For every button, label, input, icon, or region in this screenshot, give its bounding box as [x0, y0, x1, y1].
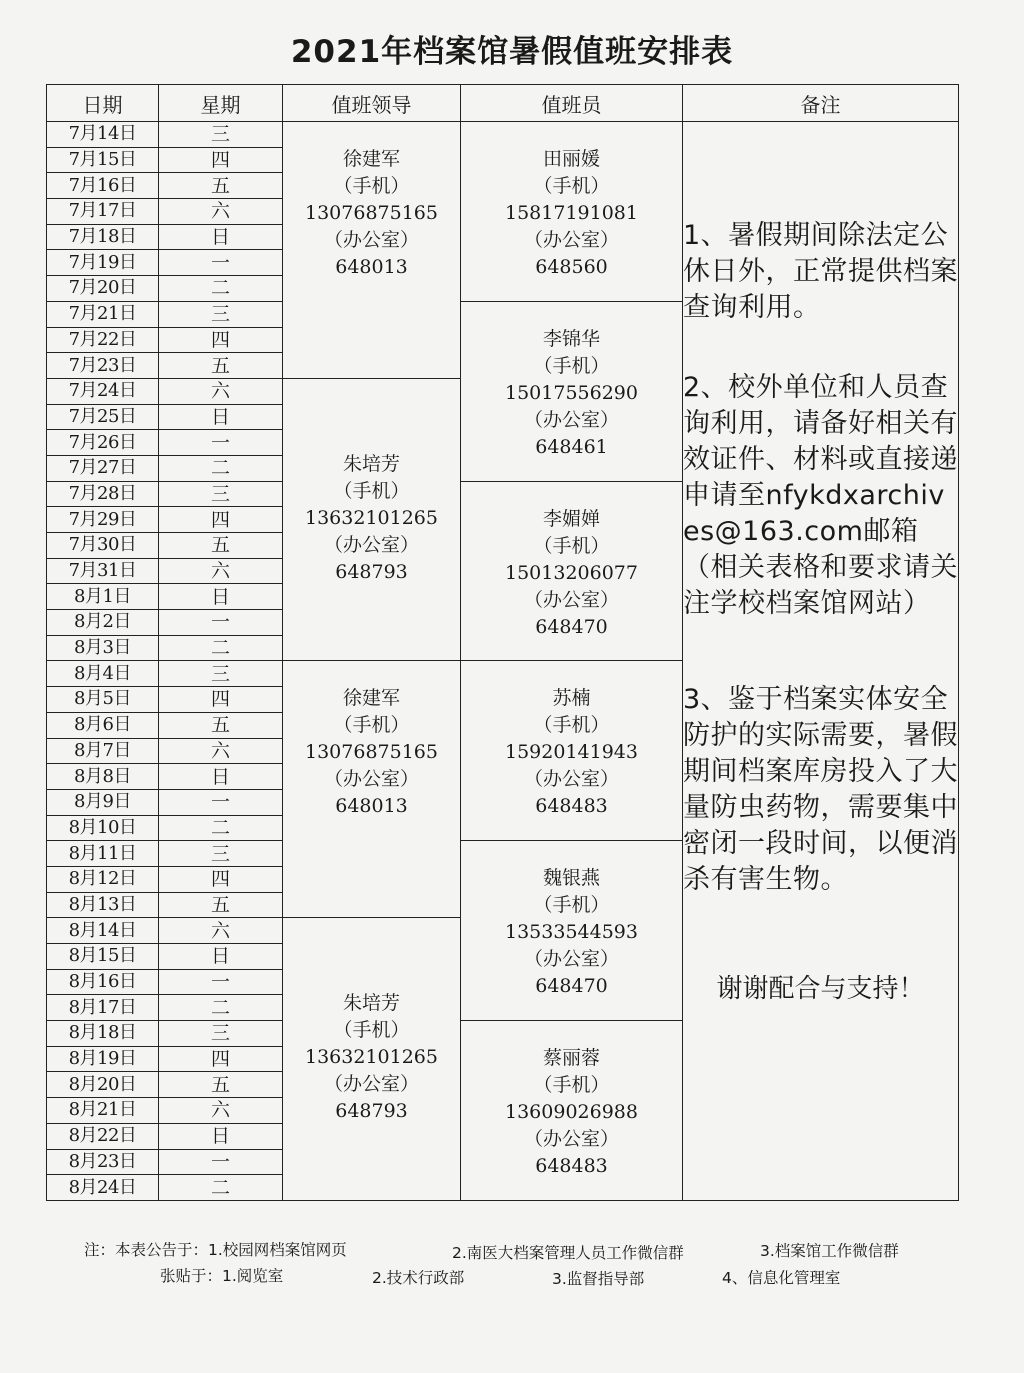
- weekday-cell: 一: [159, 430, 283, 456]
- leader-block-2-name: 朱培芳: [342, 452, 400, 475]
- post-3: 3.监督指导部: [552, 1270, 645, 1288]
- date-cell: 7月14日: [47, 122, 159, 148]
- leader-block-4: [283, 918, 461, 1201]
- staff-block-3-mobile-label: （手机）: [533, 534, 610, 557]
- staff-block-5-office: 648470: [535, 975, 608, 998]
- leader-block-2-office-label: （办公室）: [323, 533, 419, 556]
- weekday-cell: 二: [159, 995, 283, 1021]
- staff-block-6-name: 蔡丽蓉: [542, 1047, 600, 1070]
- leader-block-4-mobile-label: （手机）: [333, 1019, 410, 1042]
- staff-block-1-mobile-label: （手机）: [533, 175, 610, 197]
- leader-block-4-office: 648793: [335, 1100, 408, 1123]
- weekday-cell: 三: [159, 122, 283, 148]
- date-cell: 7月23日: [47, 353, 159, 379]
- note-1: 1、暑假期间除法定公休日外，正常提供档案查询利用。: [683, 220, 958, 323]
- announce-3: 3.档案馆工作微信群: [760, 1242, 899, 1260]
- date-cell: 7月16日: [47, 173, 159, 199]
- duty-schedule-table: [46, 84, 959, 1201]
- weekday-cell: 四: [159, 507, 283, 533]
- staff-block-1-office: 648560: [535, 256, 608, 278]
- date-cell: 8月12日: [47, 866, 159, 892]
- date-cell: 7月30日: [47, 533, 159, 559]
- date-cell: 8月8日: [47, 764, 159, 790]
- staff-block-2-mobile: 15017556290: [505, 381, 638, 404]
- date-cell: 8月20日: [47, 1072, 159, 1098]
- staff-block-4-name: 苏楠: [552, 687, 591, 710]
- weekday-cell: 二: [159, 455, 283, 481]
- weekday-cell: 一: [159, 789, 283, 815]
- announce-1: 1.校园网档案馆网页: [208, 1241, 347, 1259]
- leader-block-2-office: 648793: [335, 560, 408, 583]
- weekday-cell: 五: [159, 173, 283, 199]
- leader-block-1-office-label: （办公室）: [323, 229, 419, 251]
- date-cell: 8月9日: [47, 789, 159, 815]
- weekday-cell: 五: [159, 533, 283, 559]
- date-cell: 8月11日: [47, 841, 159, 867]
- weekday-cell: 三: [159, 661, 283, 687]
- date-cell: 7月25日: [47, 404, 159, 430]
- leader-block-4-office-label: （办公室）: [323, 1073, 419, 1096]
- date-cell: 8月17日: [47, 995, 159, 1021]
- staff-block-5-mobile: 13533544593: [505, 921, 638, 944]
- weekday-cell: 一: [159, 250, 283, 276]
- post-2: 2.技术行政部: [372, 1269, 465, 1287]
- weekday-cell: 六: [159, 918, 283, 944]
- staff-block-5-mobile-label: （手机）: [533, 894, 610, 917]
- staff-block-3-office: 648470: [535, 615, 608, 638]
- staff-block-6: [461, 1021, 683, 1201]
- staff-block-1: [461, 122, 683, 302]
- footnote-announce: [84, 1238, 347, 1260]
- weekday-cell: 五: [159, 892, 283, 918]
- staff-block-5-office-label: （办公室）: [523, 948, 619, 971]
- leader-block-1-mobile: 13076875165: [305, 202, 438, 224]
- weekday-cell: 日: [159, 224, 283, 250]
- staff-block-3-office-label: （办公室）: [523, 588, 619, 611]
- weekday-cell: 日: [159, 584, 283, 610]
- staff-block-2-office: 648461: [535, 435, 608, 458]
- note-3: 3、鉴于档案实体安全防护的实际需要，暑假期间档案库房投入了大量防虫药物，需要集中密闭一段时间，以便消杀有害生物。: [683, 684, 958, 895]
- leader-block-3-office-label: （办公室）: [323, 768, 419, 791]
- date-cell: 7月17日: [47, 199, 159, 225]
- weekday-cell: 六: [159, 738, 283, 764]
- staff-block-5: [461, 841, 683, 1021]
- date-cell: 8月14日: [47, 918, 159, 944]
- weekday-cell: 三: [159, 1021, 283, 1047]
- date-cell: 7月19日: [47, 250, 159, 276]
- leader-block-3-office: 648013: [335, 795, 408, 818]
- announce-2: 2.南医大档案管理人员工作微信群: [452, 1244, 684, 1262]
- date-cell: 8月10日: [47, 815, 159, 841]
- date-cell: 7月27日: [47, 455, 159, 481]
- post-label: 张贴于：: [160, 1267, 223, 1285]
- weekday-cell: 四: [159, 327, 283, 353]
- weekday-cell: 四: [159, 1046, 283, 1072]
- date-cell: 7月20日: [47, 276, 159, 302]
- staff-block-1-name: 田丽媛: [542, 148, 600, 170]
- post-4: 4、信息化管理室: [722, 1269, 841, 1287]
- staff-block-2-name: 李锦华: [542, 327, 600, 350]
- leader-block-4-name: 朱培芳: [342, 992, 400, 1015]
- leader-block-3-mobile-label: （手机）: [333, 714, 410, 737]
- leader-block-1-name: 徐建军: [342, 148, 400, 170]
- date-cell: 7月15日: [47, 147, 159, 173]
- table-row: [47, 122, 959, 148]
- page-title: 2021年档案馆暑假值班安排表: [290, 34, 734, 70]
- date-cell: 8月3日: [47, 635, 159, 661]
- staff-block-4-office: 648483: [535, 795, 608, 818]
- post-1: 1.阅览室: [222, 1267, 284, 1285]
- weekday-cell: 日: [159, 1123, 283, 1149]
- staff-block-5-name: 魏银燕: [542, 867, 600, 890]
- staff-block-4-mobile: 15920141943: [505, 741, 638, 764]
- header-staff: 值班员: [461, 85, 683, 122]
- leader-block-2-mobile-label: （手机）: [333, 479, 410, 502]
- leader-block-3-mobile: 13076875165: [305, 741, 438, 764]
- weekday-cell: 六: [159, 1098, 283, 1124]
- date-cell: 7月21日: [47, 301, 159, 327]
- weekday-cell: 五: [159, 712, 283, 738]
- weekday-cell: 日: [159, 764, 283, 790]
- leader-block-1-mobile-label: （手机）: [333, 175, 410, 197]
- announce-label: 注：本表公告于：: [84, 1241, 209, 1259]
- date-cell: 8月19日: [47, 1046, 159, 1072]
- leader-block-2: [283, 378, 461, 661]
- date-cell: 7月18日: [47, 224, 159, 250]
- date-cell: 8月23日: [47, 1149, 159, 1175]
- staff-block-2-office-label: （办公室）: [523, 408, 619, 431]
- date-cell: 8月2日: [47, 610, 159, 636]
- header-row: [47, 85, 959, 122]
- staff-block-1-mobile: 15817191081: [505, 202, 638, 224]
- weekday-cell: 二: [159, 276, 283, 302]
- date-cell: 7月31日: [47, 558, 159, 584]
- header-date: 日期: [47, 85, 159, 122]
- staff-block-2-mobile-label: （手机）: [533, 354, 610, 377]
- date-cell: 7月29日: [47, 507, 159, 533]
- date-cell: 7月28日: [47, 481, 159, 507]
- staff-block-3-mobile: 15013206077: [505, 561, 638, 584]
- leader-block-1: [283, 122, 461, 379]
- date-cell: 8月4日: [47, 661, 159, 687]
- staff-block-6-mobile: 13609026988: [505, 1101, 638, 1124]
- date-cell: 8月13日: [47, 892, 159, 918]
- weekday-cell: 三: [159, 841, 283, 867]
- header-notes: 备注: [683, 85, 959, 122]
- staff-block-3: [461, 481, 683, 661]
- date-cell: 7月26日: [47, 430, 159, 456]
- weekday-cell: 二: [159, 1175, 283, 1201]
- staff-block-4-office-label: （办公室）: [523, 768, 619, 791]
- weekday-cell: 一: [159, 969, 283, 995]
- notes-cell: [683, 122, 959, 1201]
- weekday-cell: 五: [159, 353, 283, 379]
- date-cell: 8月16日: [47, 969, 159, 995]
- staff-block-2: [461, 301, 683, 481]
- date-cell: 8月1日: [47, 584, 159, 610]
- weekday-cell: 三: [159, 481, 283, 507]
- leader-block-2-mobile: 13632101265: [305, 506, 438, 529]
- date-cell: 8月24日: [47, 1175, 159, 1201]
- leader-block-1-office: 648013: [335, 256, 408, 278]
- thanks-text: 谢谢配合与支持！: [716, 974, 925, 1004]
- note-2: 2、校外单位和人员查询利用，请备好相关有效证件、材料或直接递申请至nfykdxarchives@163.com邮箱（相关表格和要求请关注学校档案馆网站）: [683, 372, 958, 619]
- header-leader: 值班领导: [283, 85, 461, 122]
- weekday-cell: 一: [159, 610, 283, 636]
- weekday-cell: 六: [159, 378, 283, 404]
- weekday-cell: 一: [159, 1149, 283, 1175]
- weekday-cell: 五: [159, 1072, 283, 1098]
- leader-block-4-mobile: 13632101265: [305, 1046, 438, 1069]
- weekday-cell: 二: [159, 635, 283, 661]
- date-cell: 7月24日: [47, 378, 159, 404]
- date-cell: 8月5日: [47, 687, 159, 713]
- staff-block-1-office-label: （办公室）: [523, 229, 619, 251]
- date-cell: 8月6日: [47, 712, 159, 738]
- date-cell: 8月15日: [47, 944, 159, 970]
- date-cell: 8月18日: [47, 1021, 159, 1047]
- staff-block-6-mobile-label: （手机）: [533, 1074, 610, 1097]
- weekday-cell: 日: [159, 944, 283, 970]
- weekday-cell: 六: [159, 558, 283, 584]
- date-cell: 7月22日: [47, 327, 159, 353]
- weekday-cell: 四: [159, 866, 283, 892]
- weekday-cell: 二: [159, 815, 283, 841]
- schedule-body: [47, 122, 959, 1201]
- date-cell: 8月7日: [47, 738, 159, 764]
- leader-block-3: [283, 661, 461, 918]
- staff-block-4: [461, 661, 683, 841]
- staff-block-3-name: 李媚婵: [542, 507, 600, 530]
- header-weekday: 星期: [159, 85, 283, 122]
- weekday-cell: 三: [159, 301, 283, 327]
- date-cell: 8月21日: [47, 1098, 159, 1124]
- footnote-post: [160, 1264, 283, 1286]
- weekday-cell: 四: [159, 147, 283, 173]
- staff-block-4-mobile-label: （手机）: [533, 714, 610, 737]
- staff-block-6-office-label: （办公室）: [523, 1128, 619, 1151]
- weekday-cell: 四: [159, 687, 283, 713]
- date-cell: 8月22日: [47, 1123, 159, 1149]
- leader-block-3-name: 徐建军: [342, 687, 400, 710]
- weekday-cell: 日: [159, 404, 283, 430]
- staff-block-6-office: 648483: [535, 1155, 608, 1178]
- weekday-cell: 六: [159, 199, 283, 225]
